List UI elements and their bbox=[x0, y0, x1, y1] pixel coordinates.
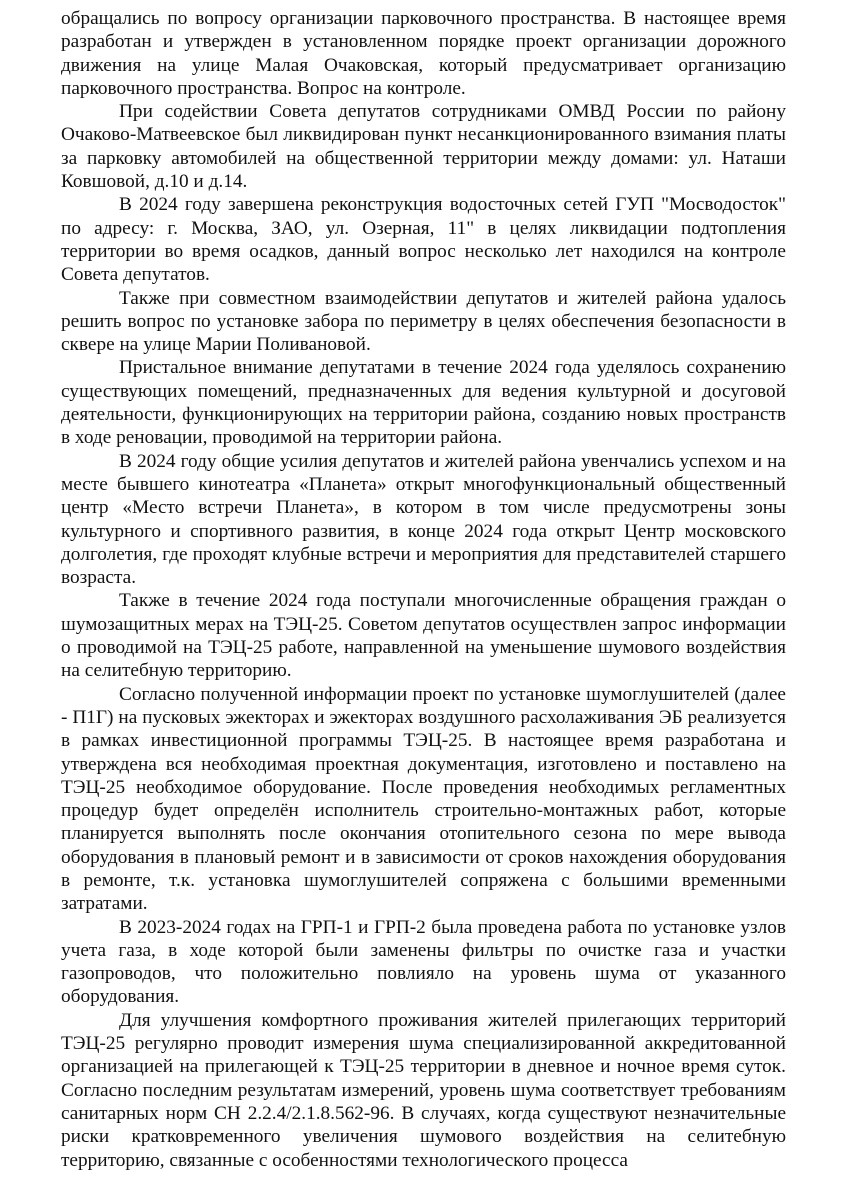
paragraph-planeta-center: В 2024 году общие усилия депутатов и жителей района увенчались успехом и на месте бывшего кинотеатра «Планета» открыт многофункциональный общественный центр «Место встречи Планета», в котором в том числе предусмотрены зоны культурного и спортивного развития, в конце 2024 года открыт Центр московского долголетия, где проходят клубные встречи и мероприятия для представителей старшего возраста. bbox=[61, 450, 786, 589]
paragraph-parking-continuation: обращались по вопросу организации парковочного пространства. В настоящее время разработан и утвержден в установленном порядке проект организации дорожного движения на улице Малая Очаковская, который предусматривает организацию парковочного пространства. Вопрос на контроле. bbox=[61, 8, 786, 99]
paragraph-noise-measurements: Для улучшения комфортного проживания жителей прилегающих территорий ТЭЦ-25 регулярно проводит измерения шума специализированной аккредитованной организацией на прилегающей к ТЭЦ-25 территории в дневное и ночное время суток. Согласно последним результатам измерений, уровень шума соответствует требованиям санитарных норм СН 2.2.4/2.1.8.562-96. В случаях, когда существуют незначительные риски кратковременного увеличения шумового воздействия на селитебную территорию, связанные с особенностями технологического процесса bbox=[61, 1009, 786, 1171]
paragraph-drainage-reconstruction: В 2024 году завершена реконструкция водосточных сетей ГУП "Мосводосток" по адресу: г. Москва, ЗАО, ул. Озерная, 11" в целях ликвидации подтопления территории во время осадков, данный вопрос несколько лет находился на контроле Совета депутатов. bbox=[61, 194, 786, 286]
paragraph-gas-metering: В 2023-2024 годах на ГРП-1 и ГРП-2 была проведена работа по установке узлов учета газа, в ходе которой были заменены фильтры по очистке газа и участки газопроводов, что положительно повлияло на уровень шума от указанного оборудования. bbox=[61, 916, 786, 1008]
paragraph-fence-installation: Также при совместном взаимодействии депутатов и жителей района удалось решить вопрос по установке забора по периметру в целях обеспечения безопасности в сквере на улице Марии Поливановой. bbox=[61, 287, 786, 356]
paragraph-illegal-parking-fee: При содействии Совета депутатов сотрудниками ОМВД России по району Очаково-Матвеевское был ликвидирован пункт несанкционированного взимания платы за парковку автомобилей на общественной территории между домами: ул. Наташи Ковшовой, д.10 и д.14. bbox=[61, 101, 786, 193]
paragraph-silencer-project: Согласно полученной информации проект по установке шумоглушителей (далее - П1Г) на пусковых эжекторах и эжекторах воздушного расхолаживания ЭБ реализуется в рамках инвестиционной программы ТЭЦ-25. В настоящее время разработана и утверждена вся необходимая проектная документация, изготовлено и поставлено на ТЭЦ-25 необходимое оборудование. После проведения необходимых регламентных процедур будет определён исполнитель строительно-монтажных работ, которые планируется выполнять после окончания отопительного сезона по мере вывода оборудования в плановый ремонт и в зависимости от сроков нахождения оборудования в ремонте, т.к. установка шумоглушителей сопряжена с большими временными затратами. bbox=[61, 683, 786, 915]
paragraph-noise-requests: Также в течение 2024 года поступали многочисленные обращения граждан о шумозащитных мерах на ТЭЦ-25. Советом депутатов осуществлен запрос информации о проводимой на ТЭЦ-25 работе, направленной на уменьшение шумового воздействия на селитебную территорию. bbox=[61, 590, 786, 682]
paragraph-cultural-spaces: Пристальное внимание депутатами в течение 2024 года уделялось сохранению существующих помещений, предназначенных для ведения культурной и досуговой деятельности, функционирующих на территории района, созданию новых пространств в ходе реновации, проводимой на территории района. bbox=[61, 357, 786, 449]
